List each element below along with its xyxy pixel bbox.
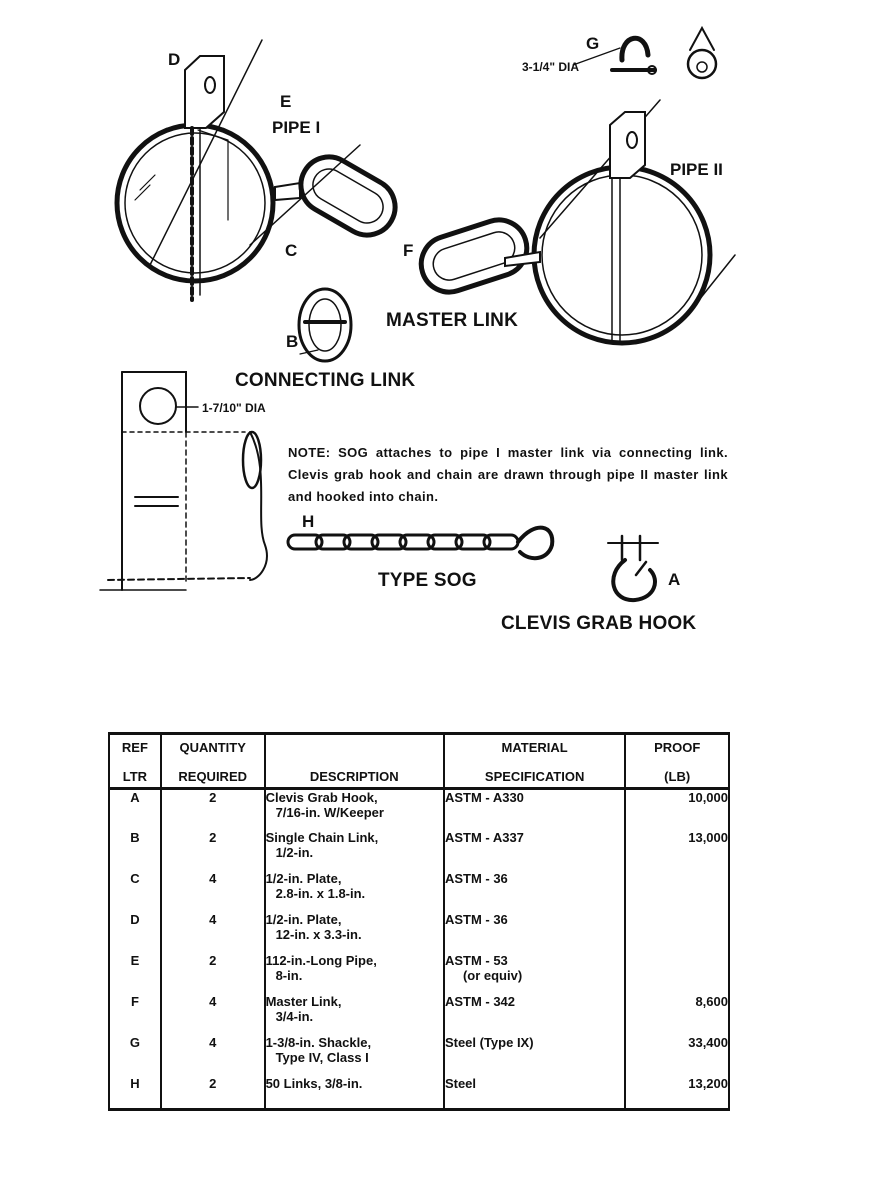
cell-ref: H — [109, 1076, 161, 1110]
cell-qty: 2 — [161, 1076, 265, 1110]
label-d: D — [168, 50, 181, 69]
parts-table — [108, 732, 730, 1111]
cell-description: 1/2-in. Plate, 2.8-in. x 1.8-in. — [265, 871, 444, 912]
cell-proof: 10,000 — [625, 789, 729, 830]
cell-qty: 2 — [161, 953, 265, 994]
pipe-i-drawing — [117, 40, 360, 281]
plate-d-drawing — [185, 56, 224, 300]
table-row — [109, 789, 729, 830]
cell-qty: 4 — [161, 912, 265, 953]
clevis-hook-drawing — [608, 536, 658, 600]
label-a: A — [668, 570, 681, 589]
table-row — [109, 1076, 729, 1110]
table-row — [109, 1035, 729, 1076]
cell-description: Single Chain Link, 1/2-in. — [265, 830, 444, 871]
cell-proof — [625, 953, 729, 994]
header-material: MATERIAL SPECIFICATION — [444, 734, 625, 789]
cell-material: ASTM - 36 — [444, 871, 625, 912]
cell-proof — [625, 871, 729, 912]
cell-proof: 33,400 — [625, 1035, 729, 1076]
cell-qty: 4 — [161, 1035, 265, 1076]
label-b: B — [286, 332, 299, 351]
table-row — [109, 871, 729, 912]
label-h: H — [302, 512, 315, 531]
cell-description: 112-in.-Long Pipe, 8-in. — [265, 953, 444, 994]
cell-proof: 8,600 — [625, 994, 729, 1035]
header-quantity: QUANTITY REQUIRED — [161, 734, 265, 789]
cell-ref: F — [109, 994, 161, 1035]
cell-description: 1-3/8-in. Shackle, Type IV, Class I — [265, 1035, 444, 1076]
cell-proof: 13,200 — [625, 1076, 729, 1110]
label-connecting-link: CONNECTING LINK — [235, 370, 416, 391]
cell-material: Steel (Type IX) — [444, 1035, 625, 1076]
cell-description: Master Link, 3/4-in. — [265, 994, 444, 1035]
label-master-link: MASTER LINK — [386, 310, 519, 331]
sog-chain-drawing — [288, 528, 552, 559]
cell-qty: 2 — [161, 789, 265, 830]
cell-qty: 4 — [161, 994, 265, 1035]
cell-ref: C — [109, 871, 161, 912]
cell-material: ASTM - 53 (or equiv) — [444, 953, 625, 994]
label-e: E — [280, 92, 292, 111]
label-c: C — [285, 241, 298, 260]
cell-material: ASTM - A337 — [444, 830, 625, 871]
cell-proof: 13,000 — [625, 830, 729, 871]
cell-material: ASTM - 36 — [444, 912, 625, 953]
pipe-ii-drawing — [534, 100, 735, 343]
cell-ref: E — [109, 953, 161, 994]
header-ref-ltr: REF LTR — [109, 734, 161, 789]
cell-material: Steel — [444, 1076, 625, 1110]
label-pipe-ii: PIPE II — [670, 160, 723, 179]
cell-qty: 4 — [161, 871, 265, 912]
cell-ref: A — [109, 789, 161, 830]
cell-proof — [625, 912, 729, 953]
cell-qty: 2 — [161, 830, 265, 871]
cell-material: ASTM - 342 — [444, 994, 625, 1035]
connecting-link-drawing — [299, 289, 351, 361]
assembly-note: NOTE: SOG attaches to pipe I master link via connecting link. Clevis grab hook and chain are drawn through pipe II master link and hooked into chain. — [288, 445, 728, 504]
pipe-i-master-link — [275, 147, 405, 245]
table-header-row — [109, 734, 729, 789]
table-row — [109, 830, 729, 871]
header-proof: PROOF (LB) — [625, 734, 729, 789]
cell-ref: D — [109, 912, 161, 953]
label-f: F — [403, 241, 414, 260]
label-pipe-i: PIPE I — [272, 118, 321, 137]
label-plate-dia: 1-7/10" DIA — [202, 401, 266, 415]
table-row — [109, 994, 729, 1035]
table-row — [109, 953, 729, 994]
label-type-sog: TYPE SOG — [378, 570, 477, 591]
cell-ref: G — [109, 1035, 161, 1076]
pipe-ii-master-link — [414, 213, 540, 300]
cell-material: ASTM - A330 — [444, 789, 625, 830]
cell-ref: B — [109, 830, 161, 871]
table-row — [109, 912, 729, 953]
header-description: DESCRIPTION — [265, 734, 444, 789]
cell-description: 1/2-in. Plate, 12-in. x 3.3-in. — [265, 912, 444, 953]
label-clevis-grab-hook: CLEVIS GRAB HOOK — [501, 613, 697, 634]
label-g: G — [586, 34, 600, 53]
cell-description: Clevis Grab Hook, 7/16-in. W/Keeper — [265, 789, 444, 830]
cell-description: 50 Links, 3/8-in. — [265, 1076, 444, 1110]
label-shackle-dia: 3-1/4" DIA — [522, 60, 580, 74]
